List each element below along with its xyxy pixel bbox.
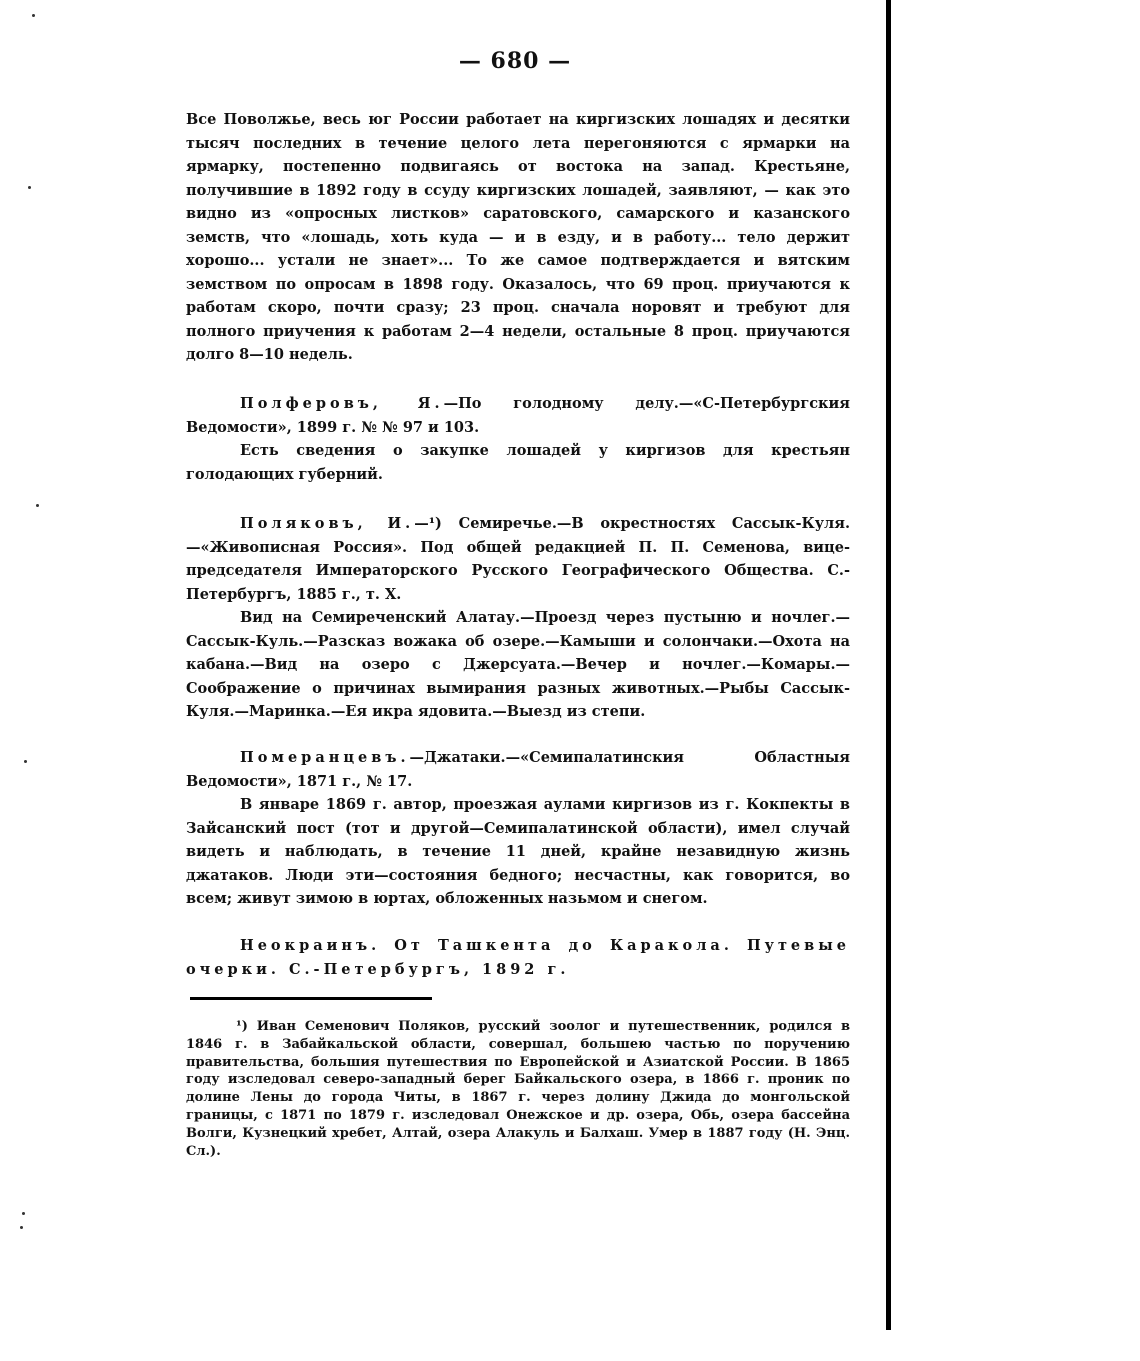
main-text	[186, 108, 850, 367]
entry-heading	[186, 934, 850, 981]
entry-neokrain	[186, 934, 850, 981]
entry-title: Неокраинъ. От Ташкента до Каракола. Путевые очерки. С.-Петербургъ, 1892 г.	[186, 937, 850, 978]
entry-heading	[186, 746, 850, 793]
entry-heading	[186, 512, 850, 606]
footnote-rule	[190, 997, 432, 1000]
entry-annotation: Вид на Семиреченский Алатау.—Проезд через пустыню и ночлег.—Сассык-Куль.—Разсказ вожака об озере.—Камыши и солончаки.—Охота на кабана.—Вид на озеро с Джерсуата.—Вечер и ночлег.—Комары.—Соображение о причинах вымирания разных животных.—Рыбы Сассык-Куля.—Маринка.—Ея икра ядовита.—Выезд из степи.	[186, 609, 850, 720]
scan-speck	[22, 1212, 25, 1215]
entry-pomerantsev	[186, 746, 850, 911]
scan-speck	[24, 760, 27, 763]
entry-annotation: Есть сведения о закупке лошадей у киргизов для крестьян голодающих губерний.	[186, 442, 850, 483]
entry-heading	[186, 392, 850, 439]
scan-speck	[32, 14, 35, 17]
entry-polyakov	[186, 512, 850, 724]
page-gutter-rule	[886, 0, 891, 1330]
entry-title: —По голодному делу.—«С-Петербургския Ведомости», 1899 г. № № 97 и 103.	[186, 395, 850, 436]
scan-speck	[36, 504, 39, 507]
entry-author: Поляковъ, И.	[240, 515, 415, 532]
page-number: — 680 —	[458, 48, 572, 74]
entry-title: —Джатаки.—«Семипалатинския Областныя Ведомости», 1871 г., № 17.	[186, 749, 850, 790]
entry-author: Померанцевъ.	[240, 749, 410, 766]
scan-speck	[20, 1226, 23, 1229]
footnote: ¹) Иван Семенович Поляков, русский зоолог и путешественник, родился в 1846 г. в Забайкальской области, совершал, большею частью по поручению правительства, большия путешествия по Европейской и Азиатской России. В 1865 году изследовал северо-западный берег Байкальского озера, в 1866 г. проник по долине Лены до города Читы, в 1867 г. через долину Джида до монгольской границы, с 1871 по 1879 г. изследовал Онежское и др. озера, Обь, озера бассейна Волги, Кузнецкий хребет, Алтай, озера Алакуль и Балхаш. Умер в 1887 году (Н. Энц. Сл.).	[186, 1019, 850, 1159]
entry-author: Полферовъ, Я.	[240, 395, 444, 412]
entry-polferov	[186, 392, 850, 486]
scan-speck	[28, 186, 31, 189]
entry-title: —¹) Семиречье.—В окрестностях Сассык-Куля.—«Живописная Россия». Под общей редакцией П. П. Семенова, вице-председателя Императорского Русского Географического Общества. С.-Петербургъ, 1885 г., т. X.	[186, 515, 850, 603]
entry-annotation: В январе 1869 г. автор, проезжая аулами киргизов из г. Кокпекты в Зайсанский пост (тот и другой—Семипалатинской области), имел случай видеть и наблюдать, в течение 11 дней, крайне незавидную жизнь джатаков. Люди эти—состояния бедного; несчастны, как говорится, во всем; живут зимою в юртах, обложенных назьмом и снегом.	[186, 796, 850, 907]
paragraph-intro: Все Поволжье, весь юг России работает на киргизских лошадях и десятки тысяч последних в течение целого лета перегоняются с ярмарки на ярмарку, постепенно подвигаясь от востока на запад. Крестьяне, получившие в 1892 году в ссуду киргизских лошадей, заявляют, — как это видно из «опросных листков» саратовского, самарского и казанского земств, что «лошадь, хоть куда — и в езду, и в работу... тело держит хорошо... устали не знает»... То же самое подтверждается и вятским земством по опросам в 1898 году. Оказалось, что 69 проц. приучаются к работам скоро, почти сразу; 23 проц. сначала норовят и требуют для полного приучения к работам 2—4 недели, остальные 8 проц. приучаются долго 8—10 недель.	[186, 111, 850, 363]
